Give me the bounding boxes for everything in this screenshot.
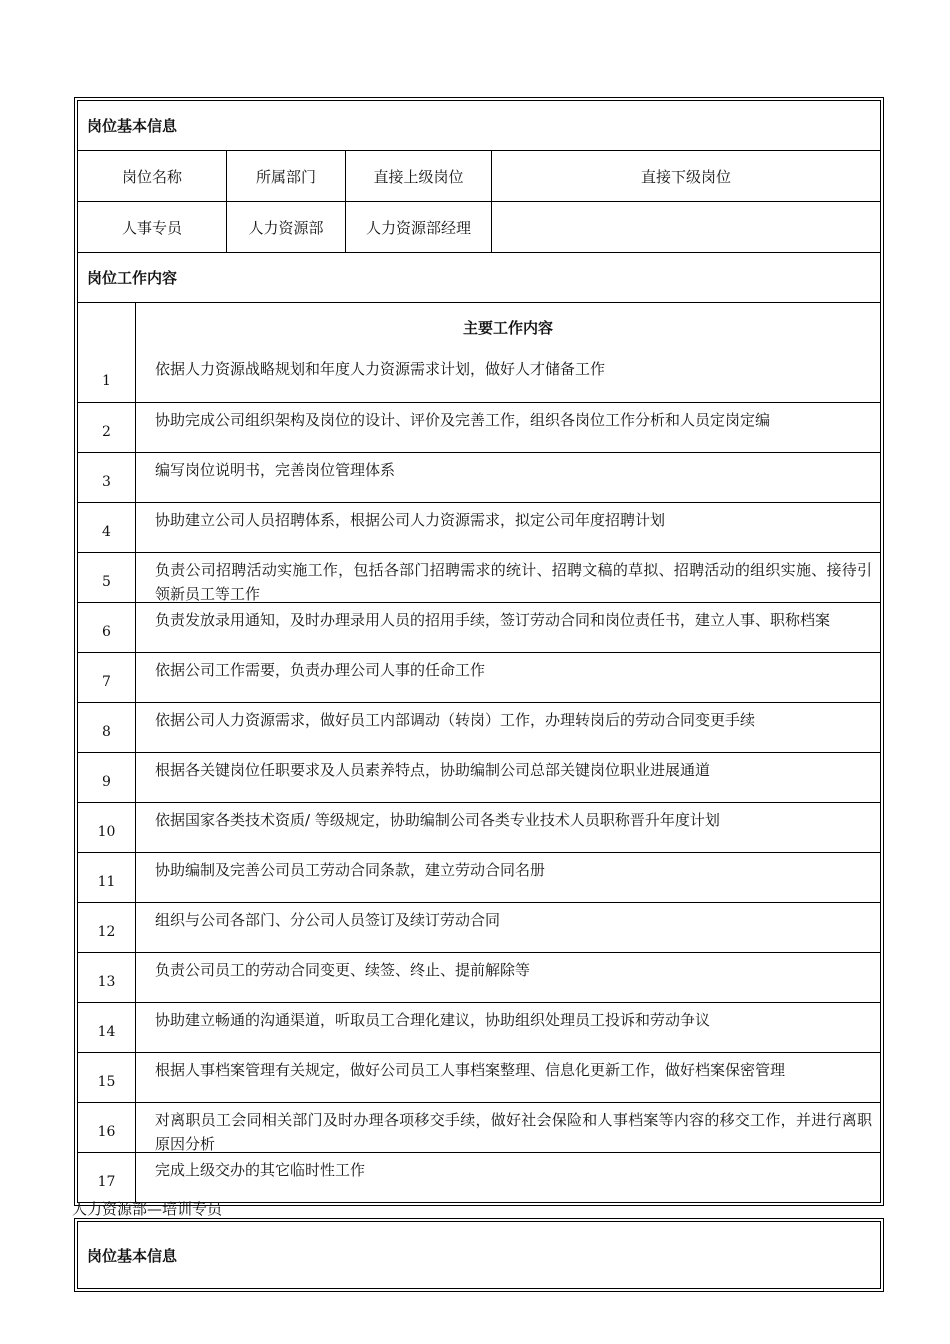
main-header-blank [78,303,135,352]
task-number: 15 [97,1073,116,1090]
task-number: 8 [102,723,111,740]
task-text: 根据人事档案管理有关规定，做好公司员工人事档案整理、信息化更新工作，做好档案保密管理 [135,1053,880,1102]
task-text: 协助编制及完善公司员工劳动合同条款，建立劳动合同名册 [135,853,880,902]
task-number: 9 [102,773,111,790]
job-info-table-2 [77,1221,881,1289]
task-text: 依据国家各类技术资质/ 等级规定，协助编制公司各类专业技术人员职称晋升年度计划 [135,803,880,852]
task-row [78,602,880,652]
main-header-row [78,302,880,352]
header-subordinate: 直接下级岗位 [491,151,880,201]
task-text: 协助完成公司组织架构及岗位的设计、评价及完善工作，组织各岗位工作分析和人员定岗定编 [135,403,880,452]
task-text: 依据人力资源战略规划和年度人力资源需求计划，做好人才储备工作 [135,352,880,402]
task-number: 11 [97,873,116,890]
job-info-table [77,100,881,1203]
header-department: 所属部门 [226,151,345,201]
task-row [78,852,880,902]
section-title-work: 岗位工作内容 [87,269,178,287]
section-row-basic [78,101,880,150]
task-row [78,652,880,702]
value-position-name: 人事专员 [121,218,182,237]
value-subordinate [491,202,880,252]
task-number: 4 [102,523,111,540]
task-text: 完成上级交办的其它临时性工作 [135,1153,880,1202]
task-text: 协助建立畅通的沟通渠道，听取员工合理化建议，协助组织处理员工投诉和劳动争议 [135,1003,880,1052]
task-row [78,352,880,402]
task-text: 依据公司人力资源需求，做好员工内部调动（转岗）工作，办理转岗后的劳动合同变更手续 [135,703,880,752]
task-row [78,802,880,852]
header-superior: 直接上级岗位 [345,151,491,201]
task-row [78,452,880,502]
task-text: 对离职员工会同相关部门及时办理各项移交手续，做好社会保险和人事档案等内容的移交工作，并进行离职原因分析 [135,1103,880,1152]
section-row-basic-2 [78,1222,880,1288]
value-superior: 人力资源部经理 [345,202,491,252]
value-row [78,201,880,252]
task-number: 3 [102,473,111,490]
task-number: 2 [102,423,111,440]
task-text: 负责公司员工的劳动合同变更、续签、终止、提前解除等 [135,953,880,1002]
task-row [78,752,880,802]
task-row [78,552,880,602]
task-row [78,952,880,1002]
task-text: 依据公司工作需要，负责办理公司人事的任命工作 [135,653,880,702]
task-number: 6 [102,623,111,640]
task-number: 5 [102,573,111,590]
task-text: 根据各关键岗位任职要求及人员素养特点，协助编制公司总部关键岗位职业进展通道 [135,753,880,802]
task-number: 7 [102,673,111,690]
task-number: 12 [97,923,116,940]
header-row [78,150,880,201]
task-row [78,702,880,752]
task-row [78,902,880,952]
task-text: 协助建立公司人员招聘体系，根据公司人力资源需求，拟定公司年度招聘计划 [135,503,880,552]
section-title-basic-2: 岗位基本信息 [87,1246,178,1265]
task-row [78,1002,880,1052]
task-text: 负责发放录用通知，及时办理录用人员的招用手续，签订劳动合同和岗位责任书，建立人事、职称档案 [135,603,880,652]
task-text: 组织与公司各部门、分公司人员签订及续订劳动合同 [135,903,880,952]
task-text: 负责公司招聘活动实施工作，包括各部门招聘需求的统计、招聘文稿的草拟、招聘活动的组织实施、接待引领新员工等工作 [135,553,880,602]
task-number: 17 [97,1173,116,1190]
task-row [78,502,880,552]
section-row-work [78,252,880,302]
section-title-basic: 岗位基本信息 [87,117,178,135]
header-position-name: 岗位名称 [121,167,182,186]
task-text: 编写岗位说明书，完善岗位管理体系 [135,453,880,502]
value-department: 人力资源部 [226,202,345,252]
task-number: 13 [97,973,116,990]
task-row [78,402,880,452]
task-number: 10 [97,823,116,840]
task-row [78,1102,880,1152]
task-row [78,1052,880,1102]
task-number: 16 [97,1123,116,1140]
task-number: 14 [97,1023,116,1040]
task-row [78,1152,880,1202]
next-position-caption: 人力资源部—培训专员 [72,1200,223,1218]
task-number: 1 [102,373,111,389]
main-header: 主要工作内容 [135,303,880,352]
task-list [78,352,880,1202]
